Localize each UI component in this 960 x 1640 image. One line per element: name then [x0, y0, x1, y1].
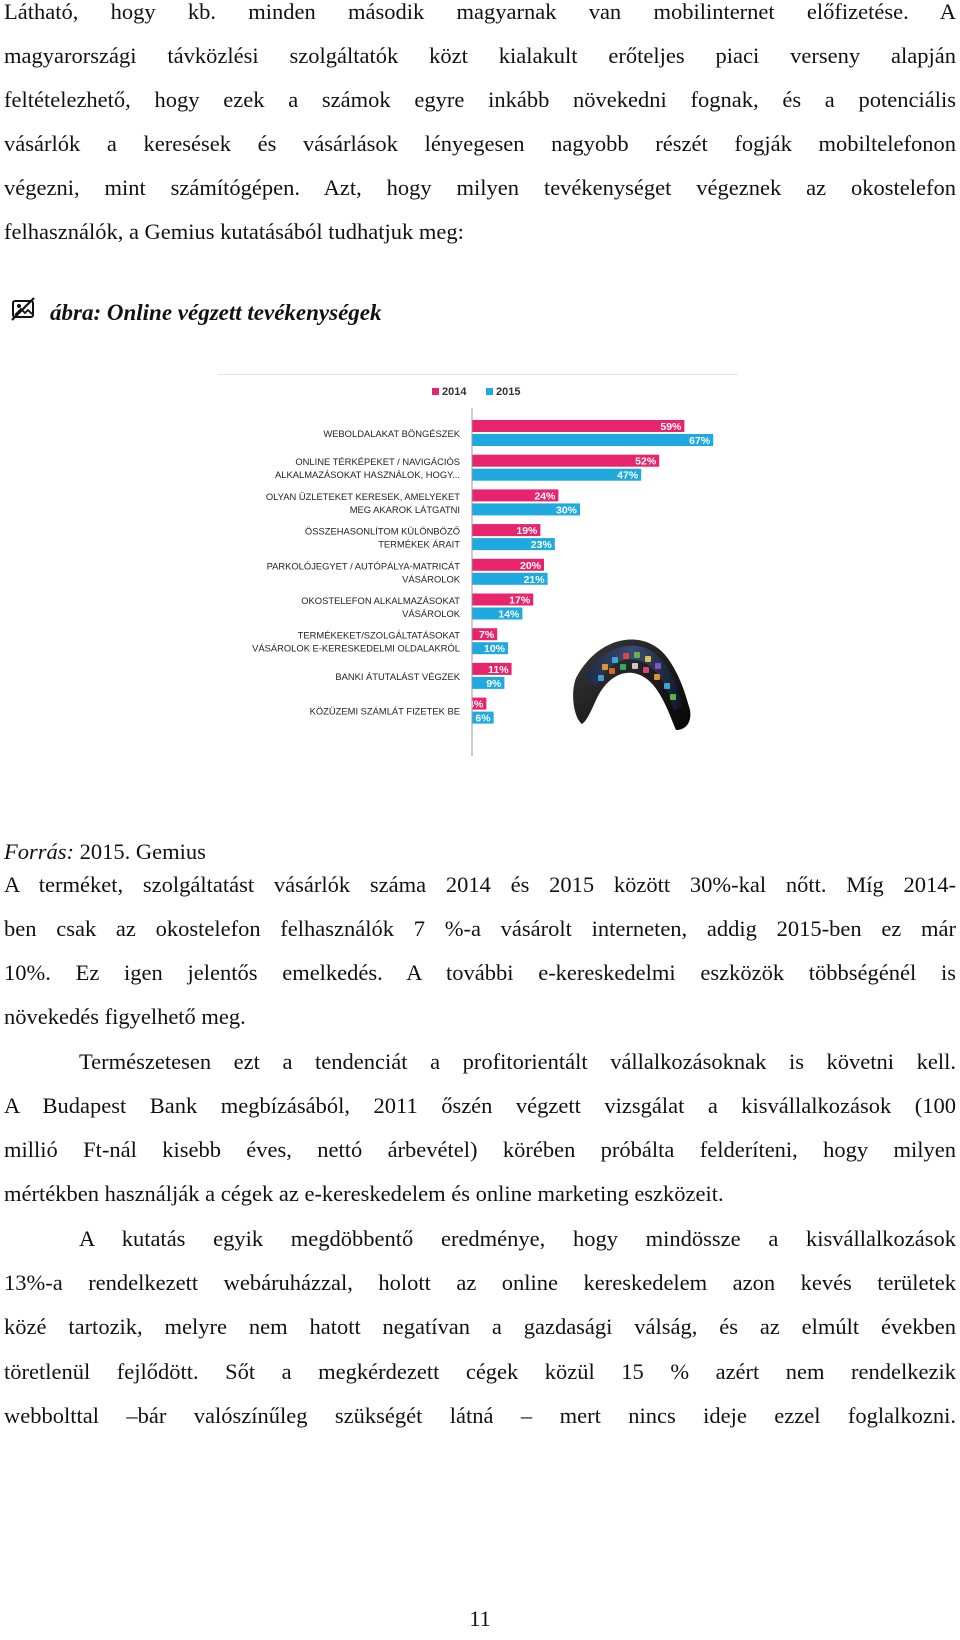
category-label: MEG AKAROK LÁTGATNI	[349, 503, 460, 515]
text-line: 10%. Ez igen jelentős emelkedés. A további e-kereskedelmi eszközök többségénél is	[4, 960, 956, 985]
data-label: 9%	[486, 677, 502, 690]
text-line: felhasználók, a Gemius kutatásából tudhatjuk meg:	[4, 219, 464, 244]
category-label: ÖSSZEHASONLÍTOM KÜLÖNBÖZŐ	[304, 525, 460, 537]
data-label: 20%	[519, 559, 541, 572]
bar-2014	[472, 455, 659, 467]
category-label: VÁSÁROLOK	[402, 608, 460, 619]
text-line: töretlenül fejlődött. Sőt a megkérdezett cégek közül 15 % azért nem rendelkezik	[4, 1359, 956, 1384]
legend-swatch-2015	[486, 388, 493, 395]
text-line: A terméket, szolgáltatást vásárlók száma 2014 és 2015 között 30%-kal nőtt. Míg 2014-	[4, 872, 956, 897]
category-label: TERMÉKEK ÁRAIT	[378, 538, 460, 550]
data-label: 14%	[498, 608, 520, 621]
category-label: VÁSÁROLOK	[402, 573, 460, 585]
text-line: Látható, hogy kb. minden második magyarnak van mobilinternet előfizetése. A	[4, 0, 956, 24]
text-line: 13%-a rendelkezett webáruházzal, holott az online kereskedelem azon kevés területek	[4, 1270, 956, 1295]
category-label: ONLINE TÉRKÉPEKET / NAVIGÁCIÓS	[295, 456, 460, 468]
legend-label: 2014	[442, 386, 467, 398]
text-line: webbolttal –bár valószínűleg szükségét látná – mert nincs ideje ezzel foglalkozni.	[4, 1403, 956, 1428]
text-line: A kutatás egyik megdöbbentő eredménye, hogy mindössze a kisvállalkozások	[79, 1226, 956, 1251]
bar-chart-figure	[218, 374, 738, 766]
data-label: 7%	[479, 629, 495, 642]
figure-caption	[10, 293, 382, 333]
category-label: OKOSTELEFON ALKALMAZÁSOKAT	[301, 595, 460, 606]
data-label: 47%	[617, 469, 639, 482]
category-label: PARKOLÓJEGYET / AUTÓPÁLYA-MATRICÁT	[266, 560, 460, 572]
data-label: 67%	[689, 435, 711, 447]
data-label: 23%	[530, 539, 552, 552]
data-label: 4%	[468, 698, 484, 711]
text-line: millió Ft-nál kisebb éves, nettó árbevétel) körében próbálta felderíteni, hogy milyen	[4, 1137, 956, 1162]
legend-label: 2015	[496, 386, 521, 398]
category-label: KÖZÜZEMI SZÁMLÁT FIZETEK BE	[309, 705, 460, 717]
data-label: 21%	[523, 573, 545, 586]
text-line: magyarországi távközlési szolgáltatók közt kialakult erőteljes piaci verseny alapján	[4, 43, 956, 68]
bar-chart	[218, 374, 738, 766]
legend-swatch-2014	[432, 388, 439, 395]
data-label: 24%	[534, 490, 556, 503]
category-label: VÁSÁROLOK E-KERESKEDELMI OLDALAKRÓL	[252, 642, 460, 654]
text-line: közé tartozik, melyre nem hatott negatívan a gazdasági válság, és az elmúlt években	[4, 1314, 956, 1339]
bar-2015	[472, 469, 641, 481]
data-label: 59%	[660, 421, 682, 433]
text-line: mértékben használják a cégek az e-kereskedelem és online marketing eszközeit.	[4, 1181, 724, 1206]
data-label: 6%	[475, 712, 491, 725]
data-label: 17%	[509, 594, 531, 607]
text-line: ben csak az okostelefon felhasználók 7 %-a vásárolt interneten, addig 2015-ben ez már	[4, 916, 956, 941]
data-label: 19%	[516, 525, 538, 538]
data-label: 30%	[555, 504, 577, 517]
source-text: 2015. Gemius	[74, 839, 206, 864]
data-label: 10%	[483, 643, 505, 656]
text-line: végezni, mint számítógépen. Azt, hogy milyen tevékenységet végeznek az okostelefon	[4, 175, 956, 200]
category-label: OLYAN ÜZLETEKET KERESEK, AMELYEKET	[265, 490, 460, 502]
text-line: vásárlók a keresések és vásárlások lényegesen nagyobb részét fogják mobiltelefonon	[4, 131, 956, 156]
category-label: TERMÉKEKET/SZOLGÁLTATÁSOKAT	[297, 629, 460, 641]
text-line: növekedés figyelhető meg.	[4, 1004, 246, 1029]
text-line: feltételezhető, hogy ezek a számok egyre inkább növekedni fognak, és a potenciális	[4, 87, 956, 112]
image-icon	[10, 295, 38, 335]
category-label: WEBOLDALAKAT BÖNGÉSZEK	[323, 428, 460, 439]
figure-caption-text: ábra: Online végzett tevékenységek	[50, 300, 382, 325]
category-label: BANKI ÁTUTALÁST VÉGZEK	[335, 670, 460, 682]
data-label: 52%	[635, 455, 657, 468]
category-label: ALKALMAZÁSOKAT HASZNÁLOK, HOGY...	[275, 469, 460, 481]
page-number: 11	[469, 1606, 491, 1631]
bar-2015	[472, 434, 713, 446]
source-label: Forrás:	[4, 839, 75, 864]
data-label: 11%	[488, 663, 509, 676]
text-line: Természetesen ezt a tendenciát a profitorientált vállalkozásoknak is követni kell.	[79, 1049, 956, 1074]
bar-2014	[472, 420, 684, 432]
text-line: A Budapest Bank megbízásából, 2011 őszén végzett vizsgálat a kisvállalkozások (100	[4, 1093, 956, 1118]
